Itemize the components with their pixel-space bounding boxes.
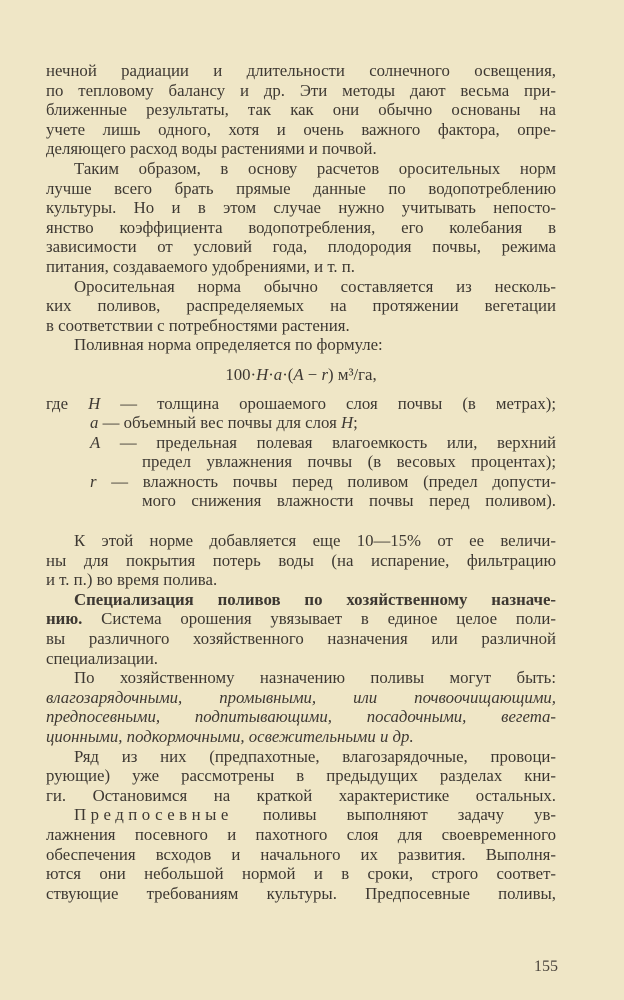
formula-part: ) [328, 364, 334, 384]
text-line: янство коэффициента водопотребления, его колебания в [46, 217, 556, 237]
formula-part: · [268, 364, 274, 384]
spacer [46, 511, 556, 531]
text-line: по тепловому балансу и др. Эти методы дают весьма при- [46, 80, 556, 100]
formula-var: a [273, 364, 283, 384]
heading-text: нию. [46, 609, 83, 629]
text-line: и т. п.) во время полива. [46, 570, 218, 590]
text-line: рующие) уже рассмотрены в предыдущих разделах кни- [46, 766, 556, 786]
text-span: — предельная полевая влагоемкость или, верхний [100, 432, 556, 452]
definition-line: предел увлажнения почвы (в весовых процентах); [142, 452, 556, 472]
text-line: лажнения посевного и пахотного слоя для своевременного [46, 824, 556, 844]
text-span: Система орошения увязывает в единое целое поли- [82, 609, 556, 629]
text-span: — толщина орошаемого слоя почвы (в метрах); [100, 393, 556, 413]
text-line [46, 805, 556, 825]
text-line: К этой норме добавляется еще 10—15% от ее величи- [74, 531, 556, 551]
text-line: Оросительная норма обычно составляется из несколь- [74, 276, 556, 296]
italic-text: ционными, подкормочными, освежительными и др. [46, 727, 414, 746]
definition-line [46, 394, 556, 414]
text-line: Поливная норма определяется по формуле: [74, 335, 383, 355]
spaced-term: Предпосевные [74, 805, 233, 825]
var: H [88, 393, 101, 413]
heading-text: Специализация поливов по хозяйственному назначе- [74, 589, 556, 609]
text-line: специализации. [46, 648, 159, 668]
text-line: ких поливов, распределяемых на протяжении вегетации [46, 296, 556, 316]
text-line: ги. Остановимся на краткой характеристике остальных. [46, 785, 556, 805]
text-line: ны для покрытия потерь воды (на испарение, фильтрацию [46, 550, 556, 570]
text-span: — объемный вес почвы для слоя [98, 413, 341, 433]
text-line: питания, создаваемого удобрениями, и т. п. [46, 256, 355, 276]
text-span: поливы выполняют задачу ув- [232, 805, 556, 825]
formula-var: H [256, 364, 269, 384]
text-line: учете лишь одного, хотя и очень важного фактора, опре- [46, 119, 556, 139]
page-body [46, 61, 556, 903]
text-line: нечной радиации и длительности солнечного освещения, [46, 61, 556, 80]
text-line: лучше всего брать прямые данные по водопотреблению [46, 178, 556, 198]
formula [46, 365, 556, 385]
page-number: 155 [534, 958, 558, 975]
definition-line [46, 433, 556, 453]
text-span: — влажность почвы перед поливом (предел допусти- [96, 471, 556, 491]
section-heading [46, 590, 556, 610]
var: A [90, 432, 101, 452]
text-span: где [46, 393, 89, 413]
definition-line [46, 472, 556, 492]
definition-line [46, 413, 556, 433]
text-line [46, 727, 556, 747]
formula-part: ·( [282, 364, 294, 384]
text-line: обеспечения всходов и начального их развития. Выполня- [46, 844, 556, 864]
formula-unit: м³/га, [333, 364, 377, 384]
text-line: По хозяйственному назначению поливы могут быть: [74, 668, 556, 688]
text-line [46, 609, 556, 629]
formula-var: A [293, 364, 304, 384]
text-line: вы различного хозяйственного назначения или различной [46, 629, 556, 649]
text-line: зависимости от условий года, плодородия почвы, режима [46, 237, 556, 257]
italic-text: предпосевными, подпитывающими, посадочными, вегета- [46, 707, 556, 727]
text-line: ствующие требованиям культуры. Предпосевные поливы, [46, 883, 556, 903]
text-line: культуры. Но и в этом случае нужно учитывать непосто- [46, 198, 556, 218]
text-line: Таким образом, в основу расчетов оросительных норм [74, 158, 556, 178]
text-line: в соответствии с потребностями растения. [46, 315, 350, 335]
var: H [341, 413, 354, 433]
var: r [90, 471, 97, 491]
formula-var: r [321, 364, 329, 384]
definition-line: мого снижения влажности почвы перед поливом). [142, 491, 556, 511]
text-line [46, 707, 556, 727]
text-span: ; [353, 413, 358, 433]
italic-text: влагозарядочными, промывными, или почвоочищающими, [46, 687, 556, 707]
text-line: деляющего расход воды растениями и почвой. [46, 139, 377, 159]
text-line: ближенные результаты, так как они обычно основаны на [46, 100, 556, 120]
text-line: Ряд из них (предпахотные, влагозарядочные, провоци- [74, 746, 556, 766]
text-line [46, 688, 556, 708]
var: a [90, 413, 99, 433]
formula-part: − [303, 364, 322, 384]
text-line: ются они небольшой нормой и в сроки, строго соответ- [46, 864, 556, 884]
formula-part: 100· [225, 364, 257, 384]
